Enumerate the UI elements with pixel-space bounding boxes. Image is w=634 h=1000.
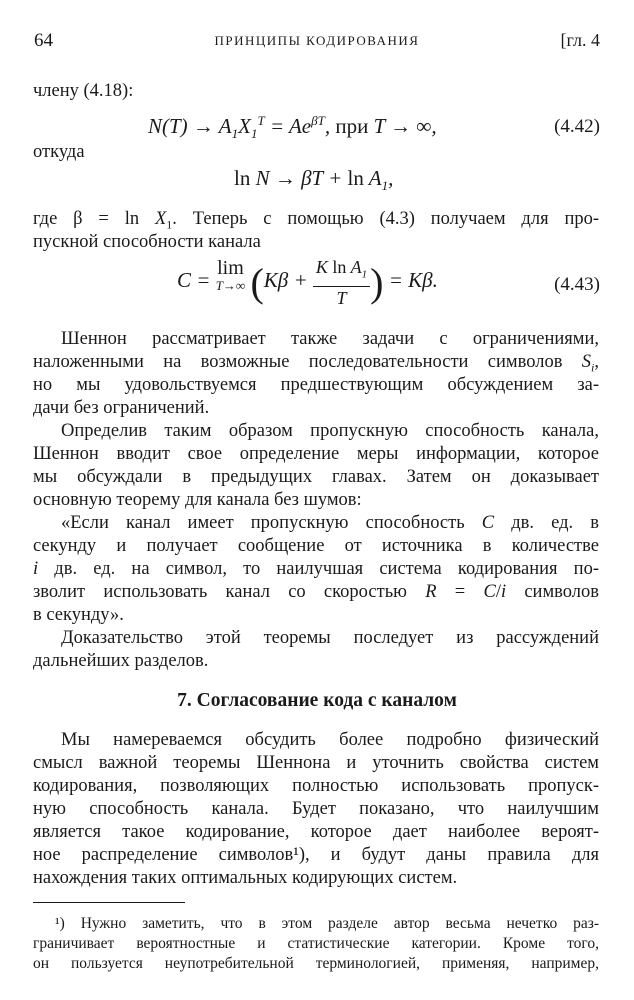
equation-number: (4.43) — [554, 274, 600, 295]
text-line: является такое кодирование, которое дает наиболее вероят- — [33, 822, 599, 842]
text-line: Мы намереваемся обсудить более подробно физический — [61, 730, 599, 750]
text-line: мы обсуждали в предыдущих главах. Затем он доказывает — [33, 467, 599, 487]
text-line: наложенными на возможные последовательности символов $S_i$, — [33, 352, 599, 375]
text-line: секунду и получает сообщение от источника в количестве — [33, 536, 599, 556]
equation-number: (4.42) — [554, 116, 600, 137]
text-line: где $\beta = \ln X_1$. Теперь с помощью (4.3) получаем для про- — [33, 209, 600, 232]
text-line: нахождения таких оптимальных кодирующих систем. — [33, 868, 458, 888]
running-title: ПРИНЦИПЫ КОДИРОВАНИЯ — [214, 33, 420, 48]
text-line: откуда — [33, 142, 85, 162]
chapter-label: [гл. 4 — [560, 30, 600, 50]
text-line: дачи без ограничений. — [33, 398, 210, 418]
footnote-line: ¹) Нужно заметить, что в этом разделе автор весьма нечетко раз- — [55, 915, 599, 932]
equation-ln: $\ln N \to \beta T + \ln A_1$, — [234, 166, 394, 194]
text-line: смысл важной теоремы Шеннона и уточнить свойства систем — [33, 753, 599, 773]
text-line: Шеннон вводит свое определение меры информации, которое — [33, 444, 599, 464]
text-line: дальнейших разделов. — [33, 651, 209, 671]
footnote-line: он пользуется неупотребительной терминологией, применяя, например, — [33, 955, 599, 972]
text-line: ное распределение символов¹), и будут даны правила для — [33, 845, 599, 865]
text-line: пускной способности канала — [33, 232, 261, 252]
text-line: Определив таким образом пропускную способность канала, — [61, 421, 599, 441]
text-line: но мы удовольствуемся предшествующим обсуждением за- — [33, 375, 599, 395]
text-line: зволит использовать канал со скоростью R = C/i символов — [33, 582, 599, 602]
footnote-line: граничивает вероятностные и статистические категории. Кроме того, — [33, 935, 599, 952]
text-line: Доказательство этой теоремы последует из рассуждений — [61, 628, 599, 648]
footnote-rule — [33, 902, 185, 903]
text-line: члену (4.18): — [33, 81, 134, 101]
text-line: «Если канал имеет пропускную способность C дв. ед. в — [61, 513, 599, 533]
text-line: основную теорему для канала без шумов: — [33, 490, 362, 510]
text-line: ную способность канала. Будет показано, что наилучшим — [33, 799, 599, 819]
equation-4-42: $N(T) \to A_1X_1^T = Ae^{\beta T}$, при T → ∞, — [148, 113, 437, 142]
equation-4-43: C = lim T→∞ (Kβ + $\frac{K \ln A_1}{T}$ ) = Kβ. — [177, 257, 438, 308]
text-line: Шеннон рассматривает также задачи с ограничениями, — [61, 329, 599, 349]
text-line: i дв. ед. на символ, то наилучшая система кодирования по- — [33, 559, 599, 579]
text-line: в секунду». — [33, 605, 124, 625]
page-header — [34, 30, 600, 54]
page-number: 64 — [34, 30, 53, 51]
text-line: кодирования, позволяющих полностью использовать пропуск- — [33, 776, 599, 796]
section-heading: 7. Согласование кода с каналом — [177, 690, 457, 711]
